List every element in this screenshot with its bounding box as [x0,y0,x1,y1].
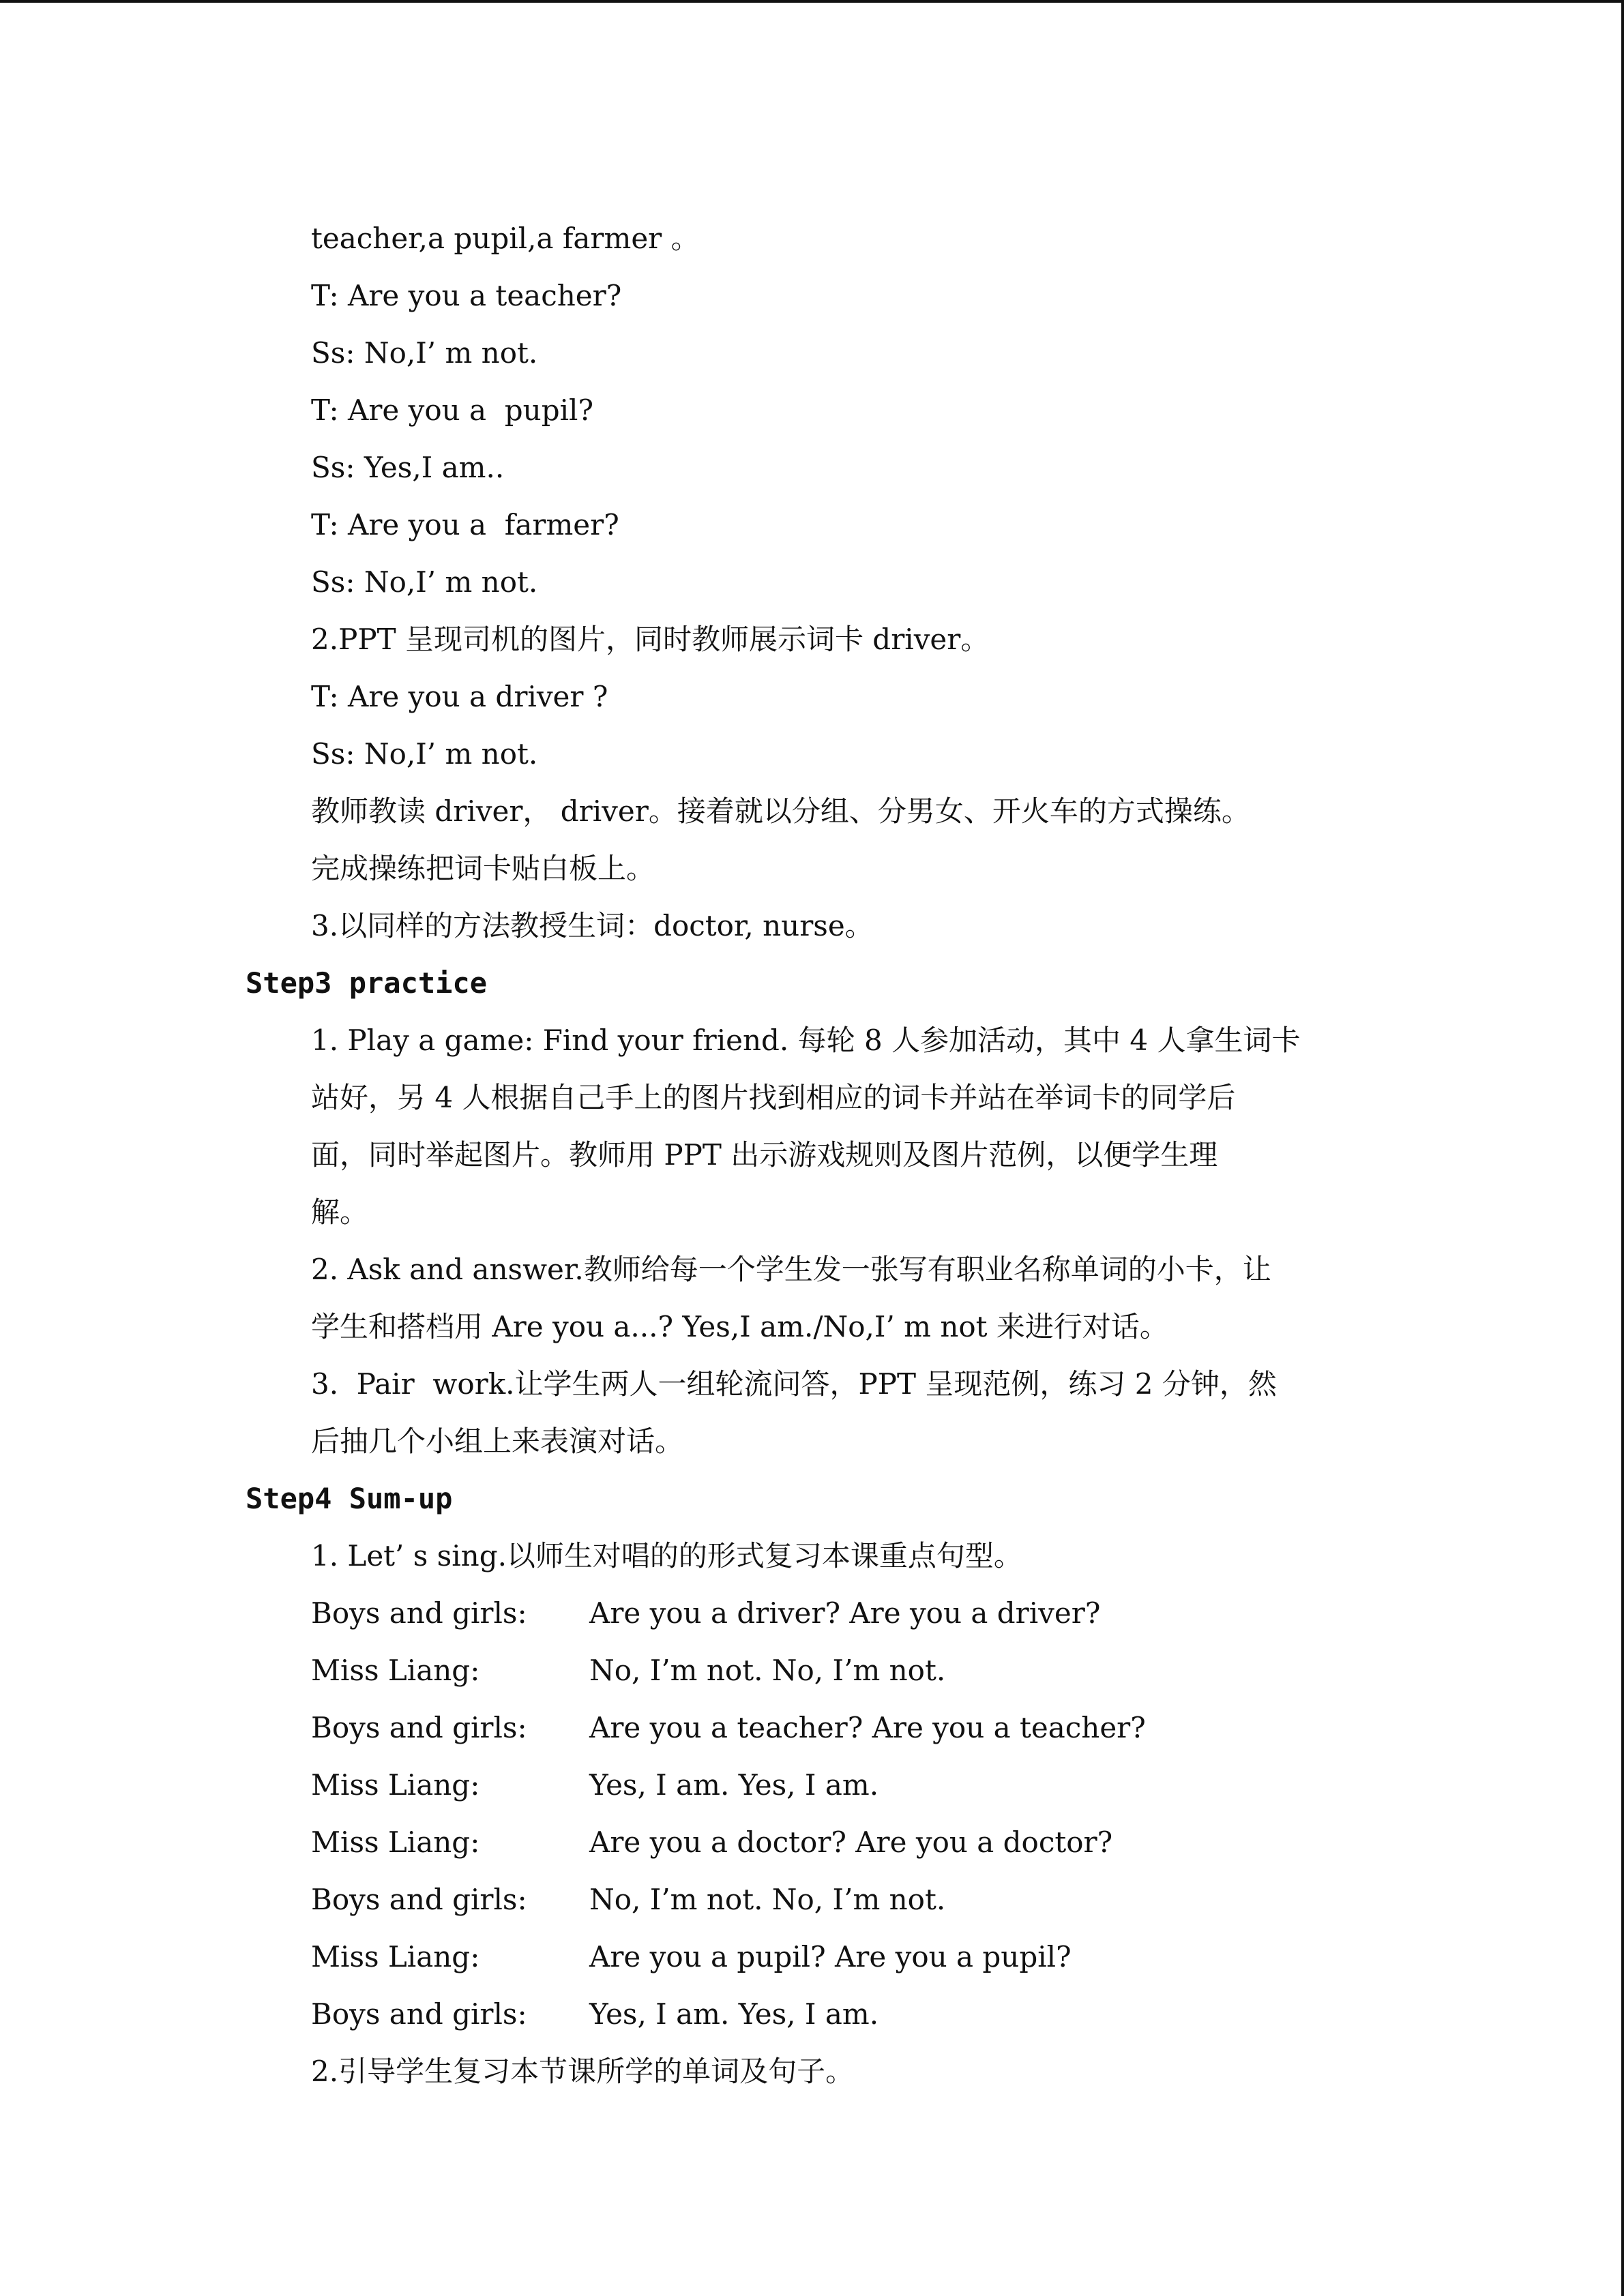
song-line: Are you a doctor? Are you a doctor? [589,1825,1113,1859]
text-line: 3. Pair work.让学生两人一组轮流问答，PPT 呈现范例，练习 2 分钟，然 [311,1367,1277,1401]
step3-heading: Step3 practice [246,966,488,1000]
text-line: 教师教读 driver， driver。接着就以分组、分男女、开火车的方式操练。 [311,794,1250,828]
song-line: No, I’m not. No, I’m not. [589,1883,946,1916]
text-line: 3.以同样的方法教授生词：doctor, nurse。 [311,909,874,942]
text-line: 2. Ask and answer.教师给每一个学生发一张写有职业名称单词的小卡，让 [311,1253,1271,1286]
text-line: T: Are you a driver ? [311,680,608,713]
song-speaker: Miss Liang: [311,1825,480,1859]
text-line: T: Are you a pupil? [311,393,593,427]
step4-heading: Step4 Sum-up [246,1482,453,1515]
song-speaker: Boys and girls: [311,1997,527,2031]
text-line: 解。 [311,1195,369,1229]
song-speaker: Boys and girls: [311,1711,527,1744]
text-line: Ss: No,I’ m not. [311,737,538,771]
text-line: 学生和搭档用 Are you a...? Yes,I am./No,I’ m not 来进行对话。 [311,1310,1168,1343]
song-line: Yes, I am. Yes, I am. [589,1768,879,1802]
text-line: T: Are you a farmer? [311,508,619,541]
text-line: 2.引导学生复习本节课所学的单词及句子。 [311,2055,855,2088]
text-line: 1. Let’ s sing.以师生对唱的的形式复习本课重点句型。 [311,1539,1022,1572]
song-speaker: Miss Liang: [311,1940,480,1973]
text-line: 站好，另 4 人根据自己手上的图片找到相应的词卡并站在举词卡的同学后 [311,1081,1236,1114]
text-line: 完成操练把词卡贴白板上。 [311,852,655,885]
text-line: teacher,a pupil,a farmer 。 [311,222,700,255]
song-line: No, I’m not. No, I’m not. [589,1654,946,1687]
text-line: Ss: No,I’ m not. [311,336,538,370]
text-line: Ss: Yes,I am.. [311,451,505,484]
song-line: Are you a driver? Are you a driver? [589,1596,1101,1630]
text-line: 1. Play a game: Find your friend. 每轮 8 人参加活动，其中 4 人拿生词卡 [311,1024,1301,1057]
text-line: 2.PPT 呈现司机的图片，同时教师展示词卡 driver。 [311,623,990,656]
song-line: Yes, I am. Yes, I am. [589,1997,879,2031]
song-line: Are you a pupil? Are you a pupil? [589,1940,1072,1973]
song-speaker: Boys and girls: [311,1883,527,1916]
text-line: T: Are you a teacher? [311,279,622,312]
song-speaker: Miss Liang: [311,1768,480,1802]
text-line: 面，同时举起图片。教师用 PPT 出示游戏规则及图片范例，以便学生理 [311,1138,1218,1172]
text-line: Ss: No,I’ m not. [311,565,538,599]
song-speaker: Boys and girls: [311,1596,527,1630]
song-line: Are you a teacher? Are you a teacher? [589,1711,1146,1744]
song-speaker: Miss Liang: [311,1654,480,1687]
text-line: 后抽几个小组上来表演对话。 [311,1425,684,1458]
